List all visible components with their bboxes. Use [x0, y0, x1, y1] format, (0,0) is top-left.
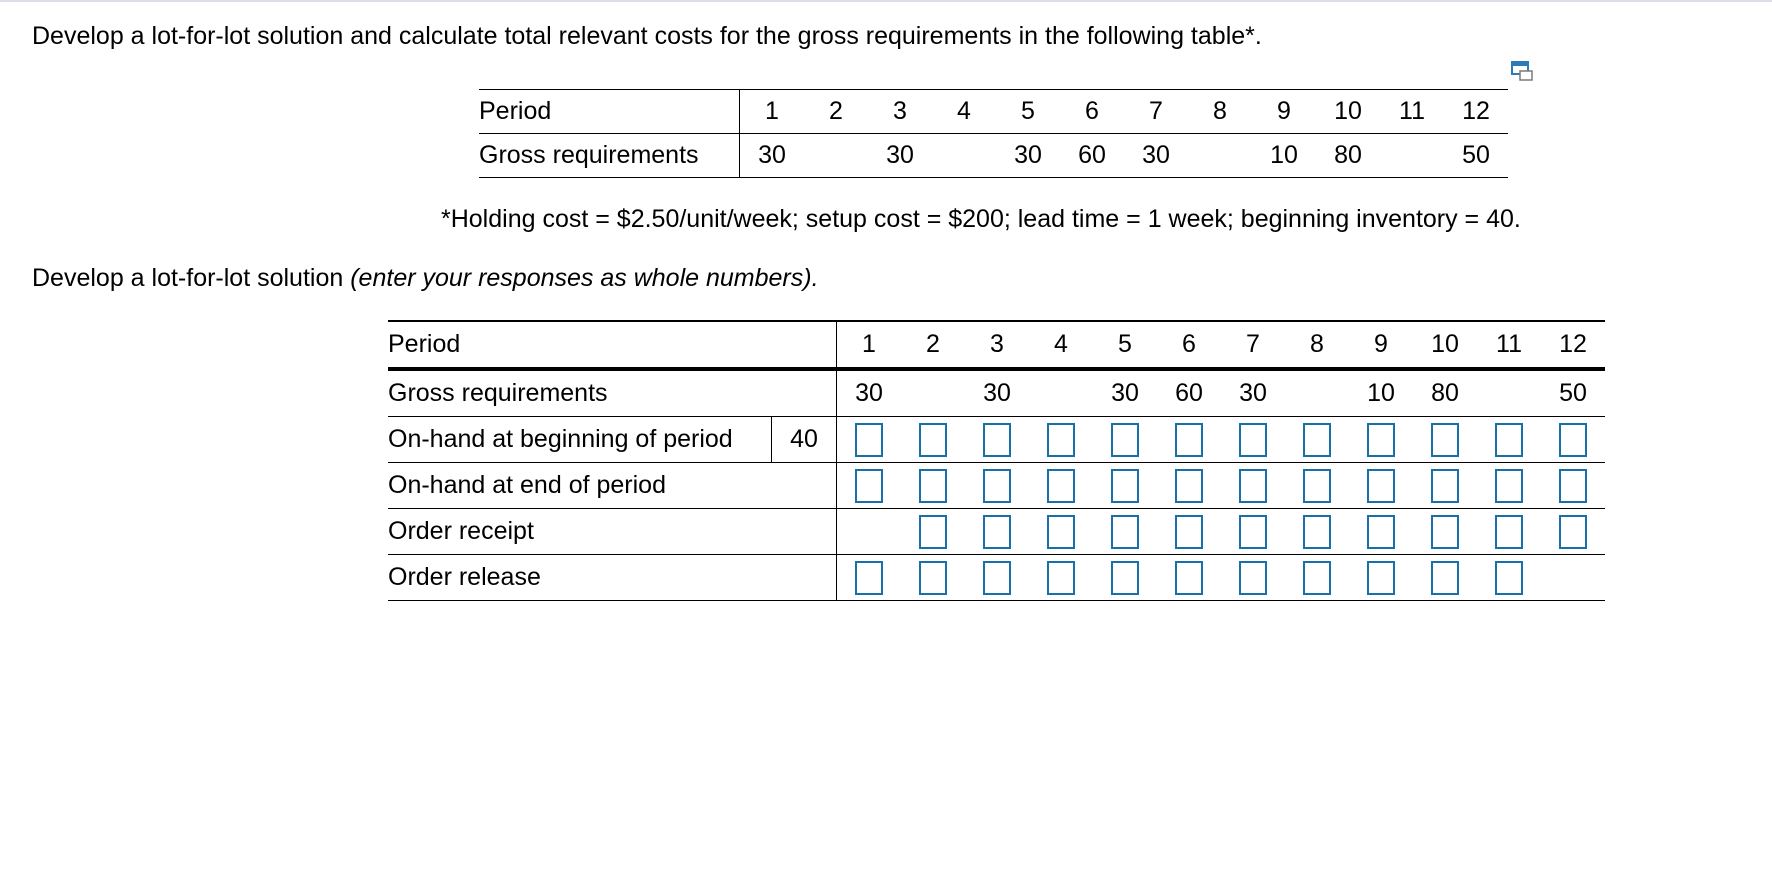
instruction-note: (enter your responses as whole numbers).	[350, 264, 819, 292]
copy-table-icon[interactable]	[1510, 60, 1534, 82]
answer-gross-cell	[1285, 369, 1349, 417]
given-gross-cell	[1380, 134, 1444, 178]
onhand-end-label: On-hand at end of period	[388, 463, 772, 509]
top-border	[0, 0, 1772, 2]
answer-gross-cell: 30	[1093, 369, 1157, 417]
question-prompt: Develop a lot-for-lot solution and calculate total relevant costs for the gross requirements in the following table*.	[32, 22, 1262, 50]
order-release-input[interactable]	[1175, 561, 1203, 595]
onhand-begin-input[interactable]	[1559, 423, 1587, 457]
order-release-input[interactable]	[1111, 561, 1139, 595]
given-gross-label: Gross requirements	[479, 134, 740, 178]
answer-gross-cell: 80	[1413, 369, 1477, 417]
given-gross-cell	[932, 134, 996, 178]
answer-period-cell: 3	[965, 321, 1029, 369]
onhand-end-input[interactable]	[1111, 469, 1139, 503]
answer-gross-cell	[1029, 369, 1093, 417]
onhand-begin-input[interactable]	[1367, 423, 1395, 457]
onhand-begin-input[interactable]	[1047, 423, 1075, 457]
given-gross-cell: 60	[1060, 134, 1124, 178]
given-period-cell: 6	[1060, 90, 1124, 134]
order-receipt-label: Order receipt	[388, 509, 772, 555]
onhand-begin-initial: 40	[772, 417, 837, 463]
onhand-begin-input[interactable]	[1431, 423, 1459, 457]
onhand-end-input[interactable]	[919, 469, 947, 503]
onhand-end-input[interactable]	[1367, 469, 1395, 503]
answer-order-receipt-row	[388, 509, 1605, 555]
order-release-input[interactable]	[983, 561, 1011, 595]
answer-onhand-begin-row	[388, 417, 1605, 463]
answer-gross-cell: 10	[1349, 369, 1413, 417]
given-period-row	[479, 90, 1508, 134]
order-receipt-empty-cell	[837, 509, 902, 555]
answer-gross-cell: 50	[1541, 369, 1605, 417]
answer-gross-cell: 60	[1157, 369, 1221, 417]
onhand-end-input[interactable]	[1239, 469, 1267, 503]
given-period-cell: 12	[1444, 90, 1508, 134]
order-release-input[interactable]	[855, 561, 883, 595]
order-release-input[interactable]	[919, 561, 947, 595]
answer-period-cell: 9	[1349, 321, 1413, 369]
answer-period-cell: 8	[1285, 321, 1349, 369]
answer-period-cell: 2	[901, 321, 965, 369]
given-period-cell: 11	[1380, 90, 1444, 134]
given-period-cell: 10	[1316, 90, 1380, 134]
instruction-text	[32, 264, 819, 293]
onhand-begin-input[interactable]	[1239, 423, 1267, 457]
answer-gross-cell: 30	[1221, 369, 1285, 417]
onhand-end-input[interactable]	[1559, 469, 1587, 503]
onhand-begin-input[interactable]	[1111, 423, 1139, 457]
answer-period-cell: 4	[1029, 321, 1093, 369]
given-gross-cell: 50	[1444, 134, 1508, 178]
onhand-begin-input[interactable]	[1303, 423, 1331, 457]
answer-period-cell: 7	[1221, 321, 1285, 369]
order-release-input[interactable]	[1303, 561, 1331, 595]
order-receipt-input[interactable]	[1431, 515, 1459, 549]
order-release-input[interactable]	[1239, 561, 1267, 595]
given-gross-cell	[1188, 134, 1252, 178]
answer-gross-spacer	[772, 369, 837, 417]
order-receipt-input[interactable]	[919, 515, 947, 549]
cost-footnote: *Holding cost = $2.50/unit/week; setup cost = $200; lead time = 1 week; beginning inventory = 40.	[441, 205, 1521, 233]
onhand-begin-input[interactable]	[1175, 423, 1203, 457]
order-receipt-input[interactable]	[1175, 515, 1203, 549]
answer-period-label: Period	[388, 321, 772, 369]
order-receipt-input[interactable]	[983, 515, 1011, 549]
order-receipt-input[interactable]	[1111, 515, 1139, 549]
order-receipt-input[interactable]	[1495, 515, 1523, 549]
given-gross-cell: 80	[1316, 134, 1380, 178]
onhand-end-spacer	[772, 463, 837, 509]
given-period-cell: 4	[932, 90, 996, 134]
given-period-label: Period	[479, 90, 740, 134]
given-gross-cell: 30	[996, 134, 1060, 178]
answer-order-release-row	[388, 555, 1605, 601]
order-release-input[interactable]	[1431, 561, 1459, 595]
answer-gross-cell	[901, 369, 965, 417]
answer-period-cell: 6	[1157, 321, 1221, 369]
answer-period-cell: 5	[1093, 321, 1157, 369]
given-requirements-table	[479, 89, 1508, 178]
given-period-cell: 1	[740, 90, 805, 134]
given-gross-cell: 30	[1124, 134, 1188, 178]
order-release-label: Order release	[388, 555, 772, 601]
onhand-end-input[interactable]	[1175, 469, 1203, 503]
given-period-cell: 8	[1188, 90, 1252, 134]
onhand-end-input[interactable]	[855, 469, 883, 503]
answer-gross-cell: 30	[965, 369, 1029, 417]
order-receipt-input[interactable]	[1239, 515, 1267, 549]
answer-gross-label: Gross requirements	[388, 369, 772, 417]
answer-period-cell: 12	[1541, 321, 1605, 369]
order-release-spacer	[772, 555, 837, 601]
order-receipt-spacer	[772, 509, 837, 555]
onhand-end-input[interactable]	[1303, 469, 1331, 503]
given-period-cell: 2	[804, 90, 868, 134]
onhand-begin-input[interactable]	[855, 423, 883, 457]
order-release-input[interactable]	[1495, 561, 1523, 595]
given-period-cell: 7	[1124, 90, 1188, 134]
onhand-begin-input[interactable]	[1495, 423, 1523, 457]
given-gross-cell	[804, 134, 868, 178]
order-receipt-input[interactable]	[1559, 515, 1587, 549]
answer-period-spacer	[772, 321, 837, 369]
order-release-input[interactable]	[1047, 561, 1075, 595]
answer-period-cell: 11	[1477, 321, 1541, 369]
order-release-input[interactable]	[1367, 561, 1395, 595]
answer-onhand-end-row	[388, 463, 1605, 509]
given-period-cell: 3	[868, 90, 932, 134]
onhand-end-input[interactable]	[1431, 469, 1459, 503]
given-gross-row	[479, 134, 1508, 178]
instruction-main: Develop a lot-for-lot solution	[32, 264, 344, 292]
given-gross-cell: 30	[868, 134, 932, 178]
answer-period-cell: 10	[1413, 321, 1477, 369]
onhand-begin-input[interactable]	[983, 423, 1011, 457]
order-release-empty-cell	[1541, 555, 1605, 601]
onhand-begin-label: On-hand at beginning of period	[388, 417, 772, 463]
given-gross-cell: 30	[740, 134, 805, 178]
mrp-answer-table	[388, 320, 1605, 601]
given-period-cell: 5	[996, 90, 1060, 134]
onhand-end-input[interactable]	[983, 469, 1011, 503]
order-receipt-input[interactable]	[1367, 515, 1395, 549]
order-receipt-input[interactable]	[1047, 515, 1075, 549]
answer-gross-cell	[1477, 369, 1541, 417]
given-period-cell: 9	[1252, 90, 1316, 134]
onhand-end-input[interactable]	[1495, 469, 1523, 503]
answer-period-row	[388, 321, 1605, 369]
answer-gross-row	[388, 369, 1605, 417]
answer-period-cell: 1	[837, 321, 902, 369]
onhand-begin-input[interactable]	[919, 423, 947, 457]
given-gross-cell: 10	[1252, 134, 1316, 178]
answer-gross-cell: 30	[837, 369, 902, 417]
order-receipt-input[interactable]	[1303, 515, 1331, 549]
onhand-end-input[interactable]	[1047, 469, 1075, 503]
